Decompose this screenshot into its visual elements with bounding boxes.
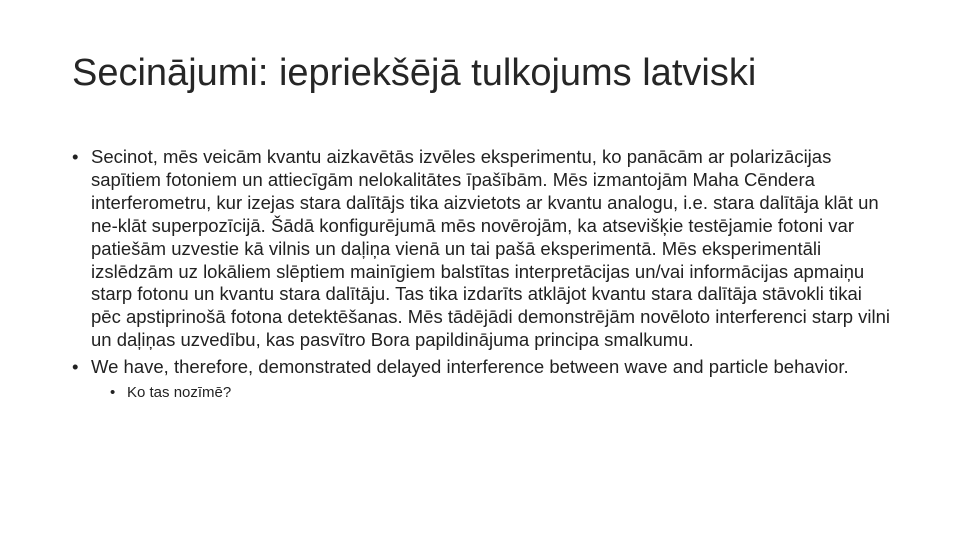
sub-bullet-dot: • [110, 384, 116, 402]
sub-bullet-text: Ko tas nozīmē? [127, 384, 232, 402]
bullet-english-summary [72, 356, 892, 379]
sub-bullet-question [110, 383, 892, 403]
bullet-latvian-summary [72, 146, 892, 352]
bullet-dot: • [72, 356, 79, 378]
bullet-dot: • [72, 146, 79, 167]
slide-title: Secinājumi: iepriekšējā tulkojums latviski [72, 52, 757, 94]
slide-body [72, 146, 892, 403]
bullet-text: We have, therefore, demonstrated delayed interference between wave and particle behavior. [91, 356, 849, 378]
bullet-text: Secinot, mēs veicām kvantu aizkavētās izvēles eksperimentu, ko panācām ar polarizācijas sapītiem fotoniem un attiecīgām nelokalitātes īpašībām. Mēs izmantojām Maha Cēndera interferometru, kur izejas stara dalītājs tika aizvietots ar kvantu analogu, i.e. stara dalītāja klāt un ne-klāt superpozīcijā. Šādā konfigurējumā mēs novērojām, ka atsevišķie testējamie fotoni var patiešām uzvestie kā vilnis un daļiņa vienā un tai pašā eksperimentā. Mēs eksperimentāli izslēdzām uz lokāliem slēptiem mainīgiem balstītas interpretācijas un/vai informācijas apmaiņu starp fotonu un kvantu stara dalītāju. Tas tika izdarīts atklājot kvantu stara dalītāja stāvokli tikai pēc apstiprinošā fotona detektēšanas. Mēs tādējādi demonstrējām novēloto interferenci starp vilni un daļiņas uzvedību, kas pasvītro Bora papildinājuma principa smalkumu. [91, 146, 891, 351]
